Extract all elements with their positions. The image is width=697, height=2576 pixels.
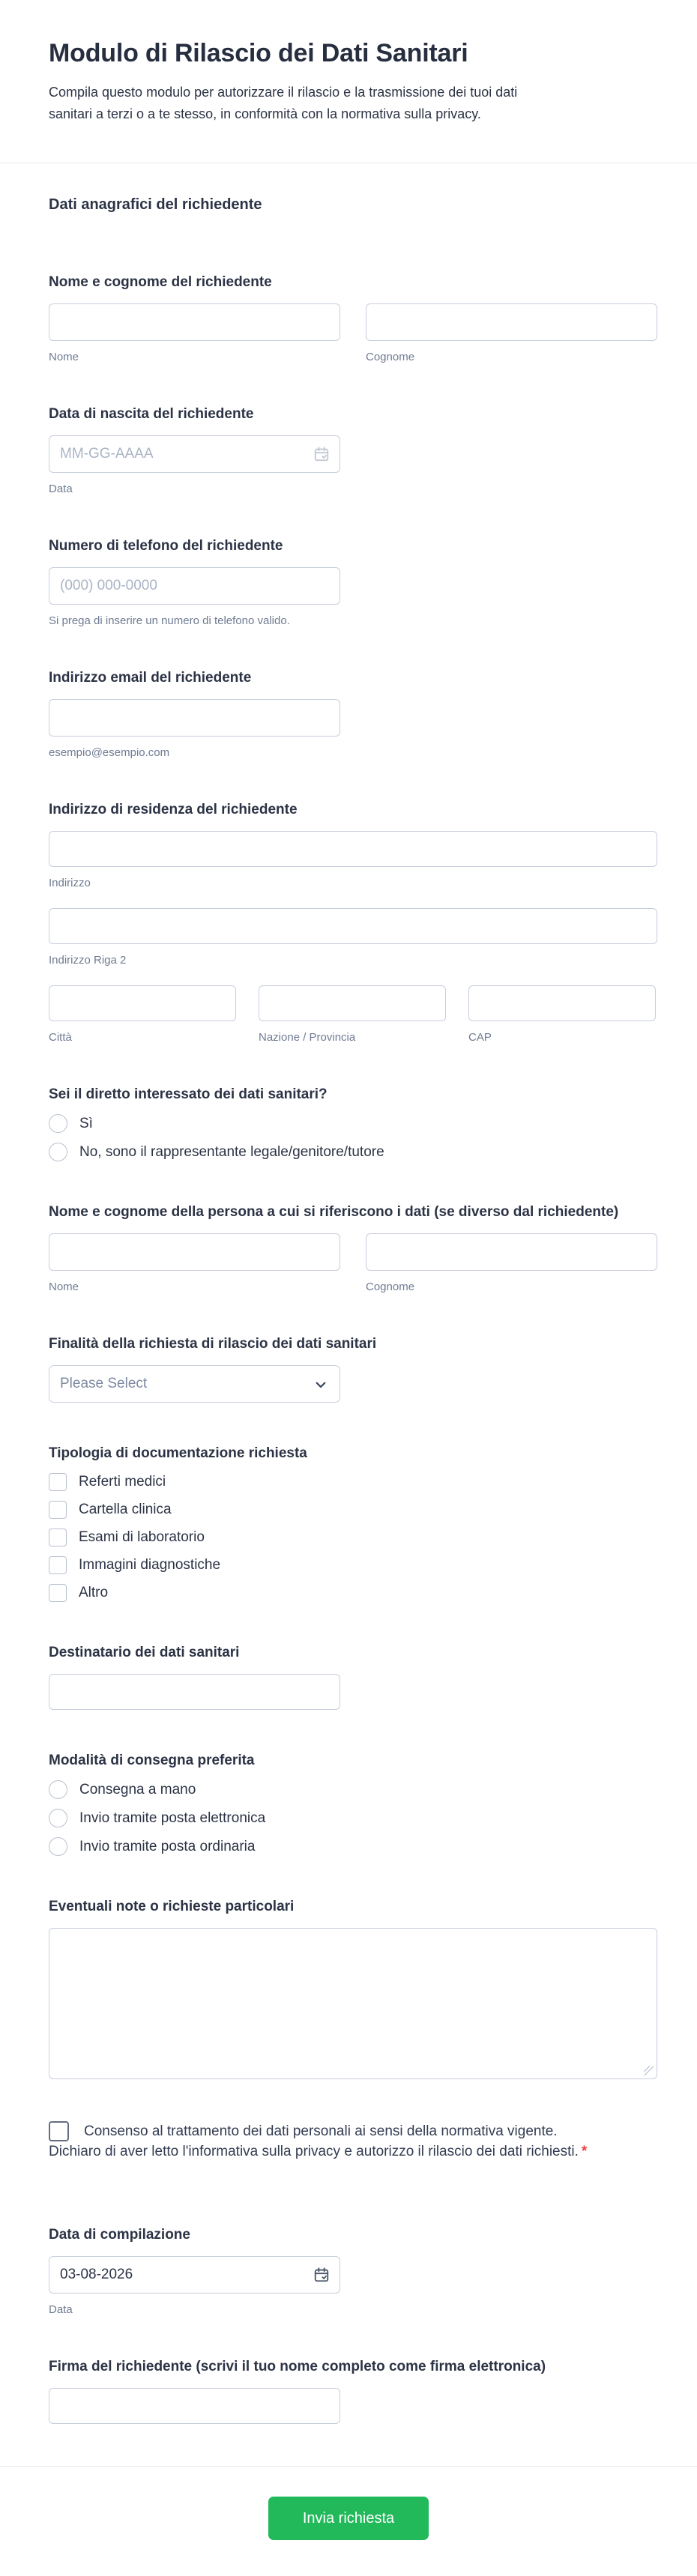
filldate-label: Data di compilazione <box>49 2227 190 2243</box>
doctypes-label: Tipologia di documentazione richiesta <box>49 1445 307 1461</box>
purpose-label: Finalità della richiesta di rilascio dei dati sanitari <box>49 1336 377 1352</box>
phone-input[interactable] <box>49 567 340 605</box>
radio-icon[interactable] <box>49 1114 67 1133</box>
doctype-option-cartella[interactable]: Cartella clinica <box>49 1501 657 1519</box>
question-delivery <box>49 1731 657 1877</box>
question-notes <box>49 1877 657 2100</box>
email-input[interactable] <box>49 699 340 737</box>
consent-checkbox[interactable] <box>49 2121 69 2141</box>
consent-text: Consenso al trattamento dei dati personali ai sensi della normativa vigente. Dichiaro di aver letto l'informativa sulla privacy e autorizzo il rilascio dei dati richiesti. <box>49 2123 579 2159</box>
question-purpose <box>49 1314 657 1424</box>
question-person <box>49 1182 657 1314</box>
address-state-input[interactable] <box>259 985 446 1021</box>
form-subtitle-line1: Compila questo modulo per autorizzare il rilascio e la trasmissione dei tuoi dati <box>49 85 518 100</box>
checkbox-icon[interactable] <box>49 1556 67 1574</box>
section-heading: Dati anagrafici del richiedente <box>49 196 262 213</box>
question-birthdate <box>49 384 657 516</box>
email-hint: esempio@esempio.com <box>49 746 170 759</box>
subject-option-yes[interactable]: Sì <box>49 1114 657 1133</box>
form-subtitle-line2: sanitari a terzi o a te stesso, in conformità con la normativa sulla privacy. <box>49 106 481 121</box>
phone-label: Numero di telefono del richiedente <box>49 538 283 554</box>
required-asterisk: * <box>581 2144 588 2159</box>
question-consent <box>49 2100 657 2183</box>
address-line1-sublabel: Indirizzo <box>49 877 91 889</box>
signature-label: Firma del richiedente (scrivi il tuo nome completo come firma elettronica) <box>49 2359 546 2374</box>
doctype-option-referti[interactable]: Referti medici <box>49 1473 657 1491</box>
person-last-name-input[interactable] <box>366 1233 657 1271</box>
radio-icon[interactable] <box>49 1143 67 1161</box>
question-email <box>49 648 657 780</box>
checkbox-icon[interactable] <box>49 1501 67 1519</box>
last-name-sublabel: Cognome <box>366 351 415 363</box>
question-doctypes <box>49 1424 657 1623</box>
checkbox-icon[interactable] <box>49 1584 67 1602</box>
question-subject <box>49 1065 657 1182</box>
submit-area <box>0 2467 697 2576</box>
recipient-input[interactable] <box>49 1674 340 1710</box>
question-fullname <box>49 253 657 384</box>
recipient-label: Destinatario dei dati sanitari <box>49 1645 240 1660</box>
email-label: Indirizzo email del richiedente <box>49 670 252 686</box>
address-label: Indirizzo di residenza del richiedente <box>49 802 298 817</box>
calendar-icon[interactable] <box>313 446 330 462</box>
resize-grip-icon[interactable] <box>644 2066 654 2075</box>
filldate-sublabel: Data <box>49 2303 73 2316</box>
delivery-label: Modalità di consegna preferita <box>49 1753 255 1768</box>
purpose-select-value: Please Select <box>60 1376 148 1391</box>
notes-textarea[interactable] <box>49 1928 657 2079</box>
delivery-option-elettronica[interactable]: Invio tramite posta elettronica <box>49 1809 657 1827</box>
first-name-sublabel: Nome <box>49 351 79 363</box>
question-signature <box>49 2337 657 2445</box>
signature-input[interactable] <box>49 2388 340 2424</box>
checkbox-icon[interactable] <box>49 1473 67 1491</box>
birthdate-label: Data di nascita del richiedente <box>49 406 254 422</box>
form-header <box>0 0 697 125</box>
filldate-input[interactable] <box>49 2256 340 2294</box>
radio-icon[interactable] <box>49 1780 67 1799</box>
person-first-name-input[interactable] <box>49 1233 340 1271</box>
address-line2-sublabel: Indirizzo Riga 2 <box>49 954 127 967</box>
first-name-input[interactable] <box>49 303 340 341</box>
address-state-sublabel: Nazione / Provincia <box>259 1031 356 1044</box>
address-city-input[interactable] <box>49 985 236 1021</box>
notes-label: Eventuali note o richieste particolari <box>49 1899 295 1914</box>
person-last-name-sublabel: Cognome <box>366 1281 415 1293</box>
checkbox-icon[interactable] <box>49 1529 67 1546</box>
address-zip-sublabel: CAP <box>468 1031 492 1044</box>
last-name-input[interactable] <box>366 303 657 341</box>
radio-icon[interactable] <box>49 1837 67 1856</box>
doctype-option-esami[interactable]: Esami di laboratorio <box>49 1529 657 1546</box>
address-line2-input[interactable] <box>49 908 657 944</box>
doctype-option-altro[interactable]: Altro <box>49 1584 657 1602</box>
radio-icon[interactable] <box>49 1809 67 1827</box>
subject-label: Sei il diretto interessato dei dati sanitari? <box>49 1086 328 1102</box>
phone-hint: Si prega di inserire un numero di telefono valido. <box>49 614 290 627</box>
delivery-option-mano[interactable]: Consegna a mano <box>49 1780 657 1799</box>
address-zip-input[interactable] <box>468 985 656 1021</box>
birthdate-sublabel: Data <box>49 483 73 495</box>
person-first-name-sublabel: Nome <box>49 1281 79 1293</box>
question-phone <box>49 516 657 648</box>
question-address <box>49 780 657 1065</box>
question-recipient <box>49 1623 657 1731</box>
submit-button[interactable]: Invia richiesta <box>268 2497 429 2540</box>
subject-option-no[interactable]: No, sono il rappresentante legale/genitore/tutore <box>49 1143 657 1161</box>
chevron-down-icon <box>314 1378 328 1391</box>
address-line1-input[interactable] <box>49 831 657 867</box>
birthdate-input[interactable] <box>49 435 340 473</box>
doctype-option-immagini[interactable]: Immagini diagnostiche <box>49 1556 657 1574</box>
form-title: Modulo di Rilascio dei Dati Sanitari <box>49 39 468 67</box>
address-city-sublabel: Città <box>49 1031 72 1044</box>
question-filldate <box>49 2205 657 2337</box>
fullname-label: Nome e cognome del richiedente <box>49 274 272 290</box>
purpose-select[interactable] <box>49 1365 340 1403</box>
calendar-icon[interactable] <box>313 2267 330 2283</box>
form-subtitle <box>49 82 657 125</box>
person-label: Nome e cognome della persona a cui si riferiscono i dati (se diverso dal richiedente) <box>49 1204 619 1220</box>
delivery-option-ordinaria[interactable]: Invio tramite posta ordinaria <box>49 1837 657 1856</box>
